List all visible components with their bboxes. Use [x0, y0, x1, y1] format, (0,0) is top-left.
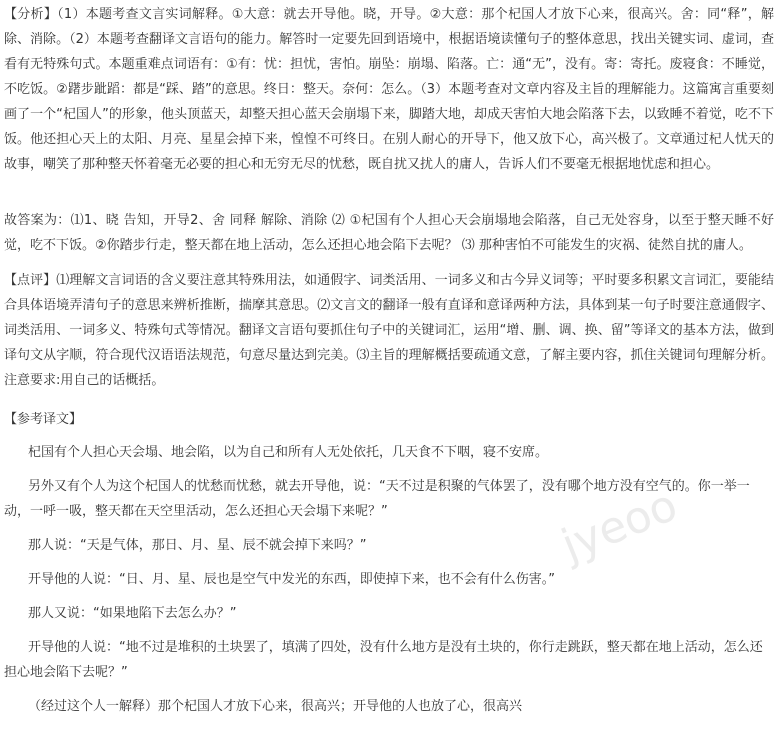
- reference-paragraph: 那人说：“天是气体，那日、月、星、辰不就会掉下来吗？”: [28, 538, 367, 553]
- reference-paragraph: （经过这个人一解释）那个杞国人才放下心来，很高兴；开导他的人也放了心，很高兴: [28, 699, 523, 714]
- answer-section: 故答案为：⑴1、晓 告知，开导2、舍 同释 解除、消除 ⑵ ①杞国有个人担心天会崩塌地会陷落，自己无处容身，以至于整天睡不好觉，吃不下饭。②你踏步行走，整天都在地上活动，怎么还担心地会陷下去呢？ ⑶ 那种害怕不可能发生的灾祸、徒然自扰的庸人。: [4, 213, 774, 253]
- reference-paragraph: 另外又有个人为这个杞国人的忧愁而忧愁，就去开导他，说：“天不过是积聚的气体罢了，没有哪个地方没有空气的。你一举一动，一呼一吸，整天都在天空里活动，怎么还担心天会塌下来呢？”: [4, 479, 750, 519]
- watermark-logo: jyeoo: [554, 479, 685, 572]
- analysis-section: 【分析】（1）本题考查文言实词解释。①大意：就去开导他。晓，开导。②大意：那个杞国人才放下心来，很高兴。舍：同“释”，解除、消除。（2）本题考查翻译文言语句的能力。解答时一定要先回到语境中，根据语境读懂句子的整体意思，找出关键实词、虚词，查看有无特殊句式。本题重难点词语有：①有：忧：担忧，害怕。崩坠：崩塌、陷落。亡：通“无”，没有。寄：寄托。废寝食：不睡觉，不吃饭。②躇步跐蹈：都是“踩、踏”的意思。终日：整天。奈何：怎么。（3）本题考查对文章内容及主旨的理解能力。这篇寓言重要刻画了一个“杞国人”的形象，他头顶蓝天，却整天担心蓝天会崩塌下来，脚踏大地，却成天害怕大地会陷落下去，以致睡不着觉，吃不下饭。他还担心天上的太阳、月亮、星星会掉下来，惶惶不可终日。在别人耐心的开导下，他又放下心，高兴极了。文章通过杞人忧天的故事，嘲笑了那种整天怀着毫无必要的担心和无穷无尽的忧愁，既自扰又扰人的庸人，告诉人们不要毫无根据地忧虑和担心。: [4, 7, 774, 172]
- reference-paragraph: 杞国有个人担心天会塌、地会陷，以为自己和所有人无处依托，几天食不下咽，寝不安席。: [28, 445, 549, 460]
- comment-section: 【点评】⑴理解文言词语的含义要注意其特殊用法，如通假字、词类活用、一词多义和古今异义词等；平时要多积累文言词汇，要能结合具体语境弄清句子的意思来辨析推断，揣摩其意思。⑵文言文的翻译一般有直译和意译两种方法，具体到某一句子时要注意通假字、词类活用、一词多义、特殊句式等情况。翻译文言语句要抓住句子中的关键词汇，运用“增、删、调、换、留”等译文的基本方法，做到译句文从字顺，符合现代汉语语法规范，句意尽量达到完美。⑶主旨的理解概括要疏通文意，了解主要内容，抓住关键词句理解分析。注意要求:用自己的话概括。: [4, 273, 774, 388]
- reference-paragraph: 那人又说：“如果地陷下去怎么办？”: [28, 606, 237, 621]
- reference-title: 【参考译文】: [4, 412, 83, 427]
- reference-paragraph: 开导他的人说：“日、月、星、辰也是空气中发光的东西，即使掉下来，也不会有什么伤害。”: [28, 572, 555, 587]
- reference-paragraph: 开导他的人说：“地不过是堆积的土块罢了，填满了四处，没有什么地方是没有土块的，你行走跳跃，整天都在地上活动，怎么还担心地会陷下去呢？”: [4, 640, 763, 680]
